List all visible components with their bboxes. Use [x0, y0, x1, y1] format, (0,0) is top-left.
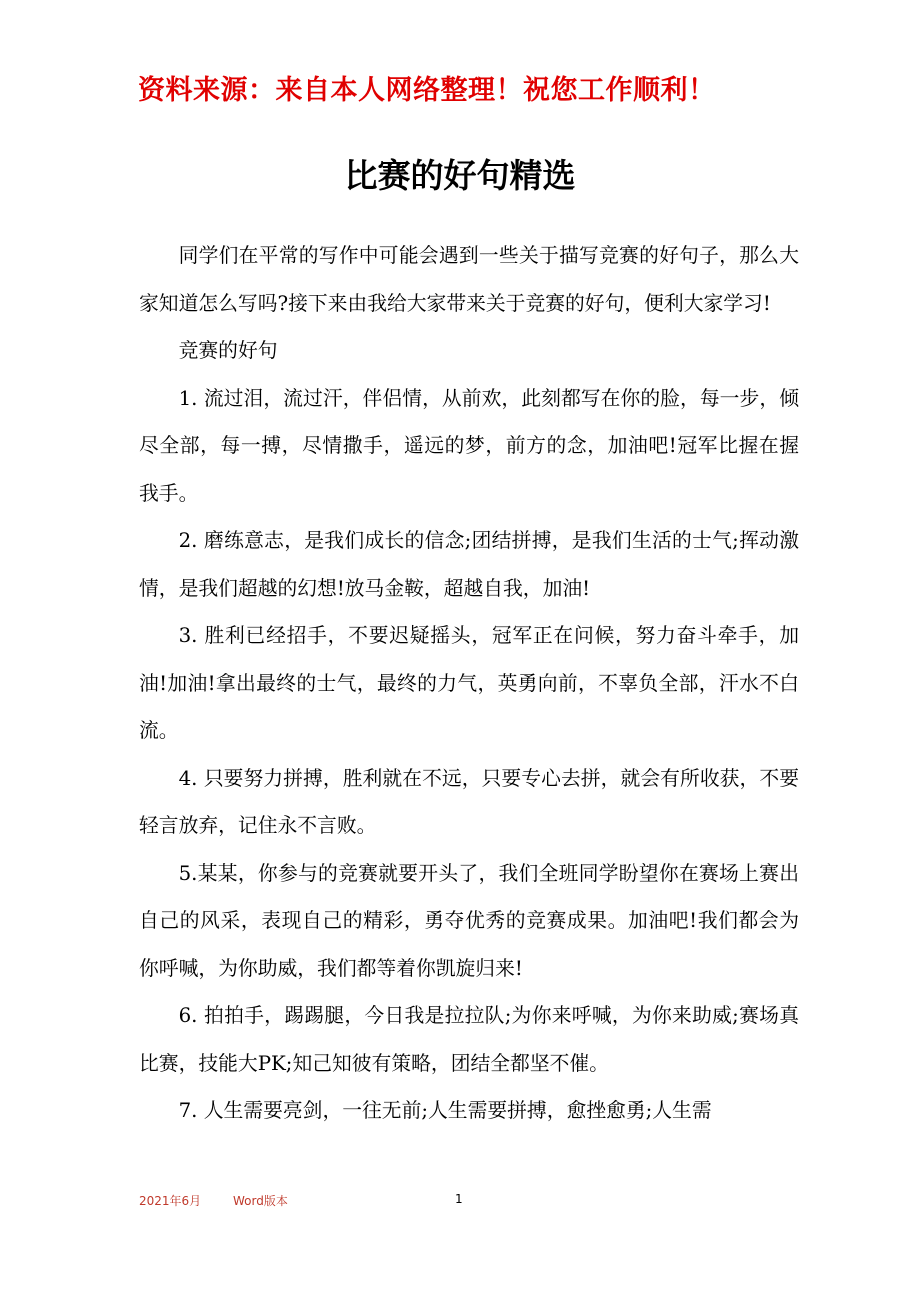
footer-date: 2021年6月	[139, 1194, 202, 1208]
list-item: 3. 胜利已经招手，不要迟疑摇头，冠军正在问候，努力奋斗牵手，加油!加油!拿出最终的士气，最终的力气，英勇向前，不辜负全部，汗水不白流。	[139, 624, 799, 742]
list-item: 6. 拍拍手，踢踢腿，今日我是拉拉队;为你来呼喊，为你来助威;赛场真比赛，技能大PK;知己知彼有策略，团结全都坚不催。	[139, 1004, 799, 1075]
list-item: 4. 只要努力拼搏，胜利就在不远，只要专心去拼，就会有所收获，不要轻言放弃，记住永不言败。	[139, 766, 799, 837]
list-item: 1. 流过泪，流过汗，伴侣情，从前欢，此刻都写在你的脸，每一步，倾尽全部，每一搏，尽情撒手，遥远的梦，前方的念，加油吧!冠军比握在握我手。	[139, 386, 799, 505]
list-item: 7. 人生需要亮剑，一往无前;人生需要拼搏，愈挫愈勇;人生需	[178, 1099, 712, 1122]
section-heading: 竞赛的好句	[178, 339, 278, 362]
document-body	[139, 232, 799, 1135]
list-item: 5.某某，你参与的竞赛就要开头了，我们全班同学盼望你在赛场上赛出自己的风采，表现自己的精彩，勇夺优秀的竞赛成果。加油吧!我们都会为你呼喊，为你助威，我们都等着你凯旋归来!	[139, 861, 799, 980]
source-banner: 资料来源：来自本人网络整理！祝您工作顺利！	[138, 75, 716, 106]
document-title: 比赛的好句精选	[344, 156, 576, 195]
intro-paragraph: 同学们在平常的写作中可能会遇到一些关于描写竞赛的好句子，那么大家知道怎么写吗?接下来由我给大家带来关于竞赛的好句，便利大家学习!	[139, 244, 799, 315]
footer-version: Word版本	[233, 1194, 288, 1208]
page-number: 1	[455, 1192, 463, 1206]
list-item: 2. 磨练意志，是我们成长的信念;团结拼搏，是我们生活的士气;挥动激情，是我们超越的幻想!放马金鞍，超越自我，加油!	[139, 529, 799, 600]
